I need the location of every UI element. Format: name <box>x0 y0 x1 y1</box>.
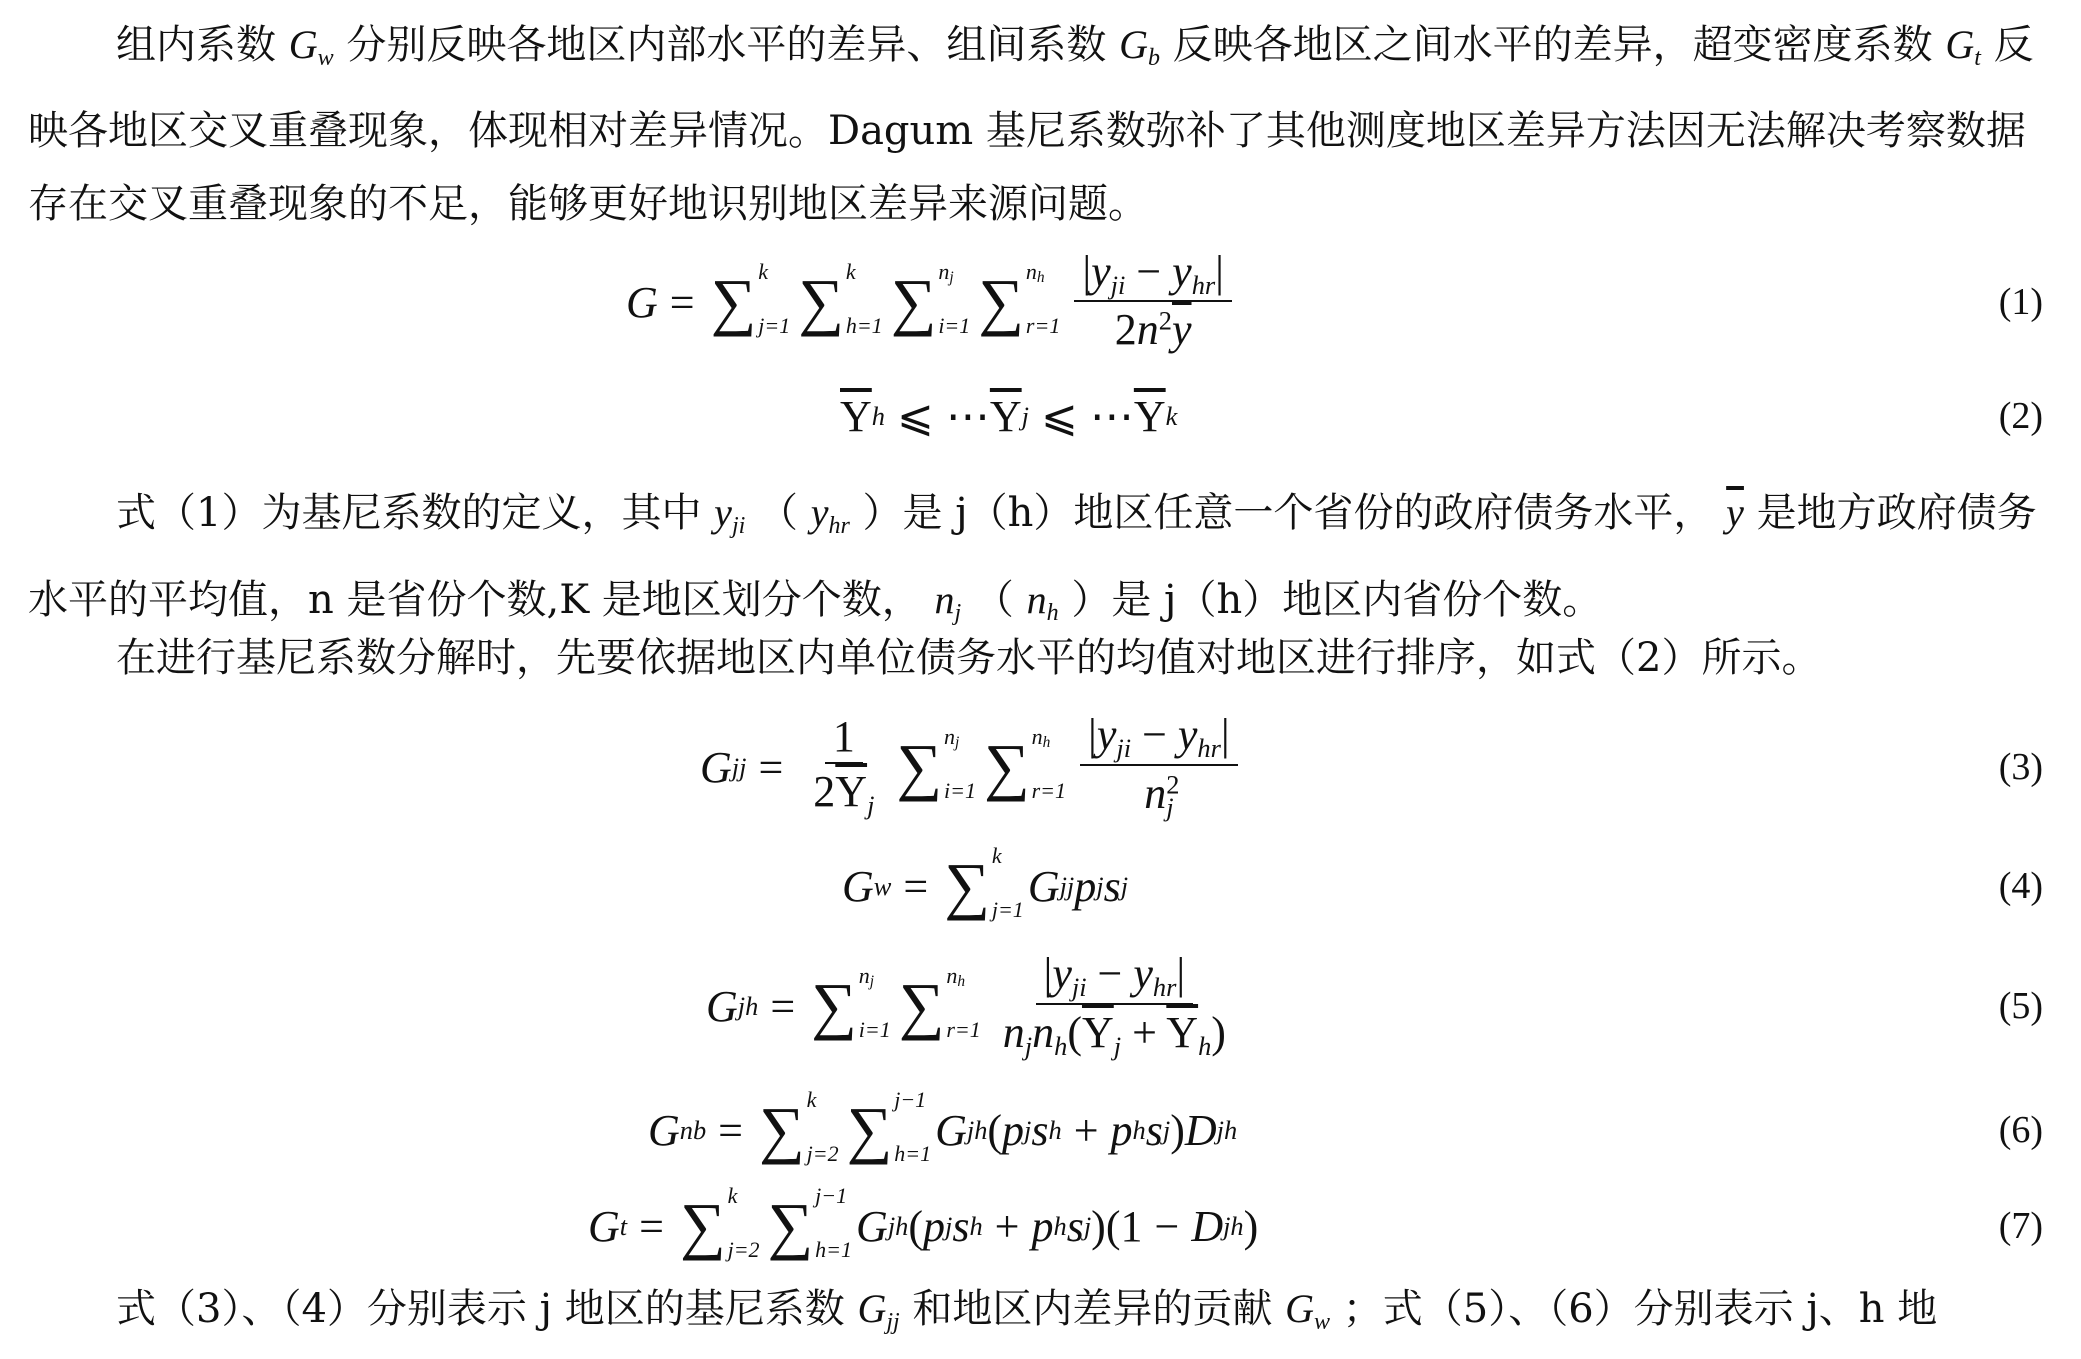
symbol-y-hr: $y_{hr}$ <box>810 490 850 540</box>
symbol-G-b: $G_b$ <box>1119 22 1160 72</box>
symbol-y-ji: $y_{ji}$ <box>714 490 746 540</box>
equation-number: (6) <box>1998 1109 2043 1151</box>
paragraph-definition: 式（1）为基尼系数的定义，其中 $y_{ji}$ （ $y_{hr}$ ）是 j（h）地区任意一个省份的政府债务水平， $\overline{y}$ 是地方政府债务水平的平均值，n 是省份个数,K 是地区划分个数， $n_j$ （ $n_h$ ）是 j（h）地区内省份个数。 <box>28 490 2037 627</box>
equation-number: (5) <box>1998 985 2043 1027</box>
symbol-G-jj: $G_{jj}$ <box>857 1286 900 1336</box>
symbol-G-w-2: $G_w$ <box>1285 1286 1331 1336</box>
equation-number: (2) <box>1998 395 2043 437</box>
equation-number: (4) <box>1998 865 2043 907</box>
symbol-G-w: $G_w$ <box>288 22 334 72</box>
paragraph-intro: 组内系数 $G_w$ 分别反映各地区内部水平的差异、组间系数 $G_b$ 反映各地区之间水平的差异，超变密度系数 $G_t$ 反映各地区交叉重叠现象，体现相对差异情况。Dagum 基尼系数弥补了其他测度地区差异方法因无法解决考察数据存在交叉重叠现象的不足，能够更好地识别地区差异来源问题。 <box>28 22 2034 228</box>
equation-4: G w = ∑ k j=1 G jj p j s j (4) <box>842 843 2043 922</box>
paragraph-ordering: 在进行基尼系数分解时，先要依据地区内单位债务水平的均值对地区进行排序，如式（2）所示。 <box>116 635 1822 681</box>
equation-6: G nb = ∑ k j=2 ∑ j−1 h=1 G jh ( p j s h + p h s j ) D jh (6) <box>648 1087 2043 1166</box>
equation-number: (1) <box>1998 281 2043 323</box>
symbol-y-bar: $\overline{y}$ <box>1726 490 1744 535</box>
equation-2: $\overline{Y}$ h ⩽ ⋯ $\overline{Y}$ j ⩽ ⋯ $\overline{Y}$ k (2) <box>840 391 2043 441</box>
equation-5: G jh = ∑ nj i=1 ∑ nh r=1 $\frac{|y_{ji} - y_{hr}|}{n_jn_h(\overline{Y}_j + \overline{Y}_h)}$ (5) <box>706 949 2043 1061</box>
equation-number: (3) <box>1998 746 2043 788</box>
symbol-n-j: $n_j$ <box>934 577 962 627</box>
symbol-G-t: $G_t$ <box>1945 22 1981 72</box>
equation-number: (7) <box>1998 1205 2043 1247</box>
paragraph-decomposition: 式（3）、（4）分别表示 j 地区的基尼系数 $G_{jj}$ 和地区内差异的贡献 $G_w$ ；式（5）、（6）分别表示 j、h 地 <box>116 1286 1938 1336</box>
symbol-n-h: $n_h$ <box>1026 577 1059 627</box>
equation-7: G t = ∑ k j=2 ∑ j−1 h=1 G jh ( p j s h + p h s j )(1 − D jh ) (7) <box>588 1183 2043 1262</box>
equation-3: G jj = $\frac{1}{2\overline{Y}_j}$ ∑ nj i=1 ∑ nh r=1 $\frac{|y_{ji} - y_{hr}|}{n^2_j}$ (3) <box>700 710 2043 822</box>
equation-1: G = ∑ k j=1 ∑ k h=1 ∑ nj i=1 ∑ nh r=1 $\frac{|y_{ji} - y_{hr}|}{2n^2\overline{y}}$ (1) <box>626 246 2043 355</box>
